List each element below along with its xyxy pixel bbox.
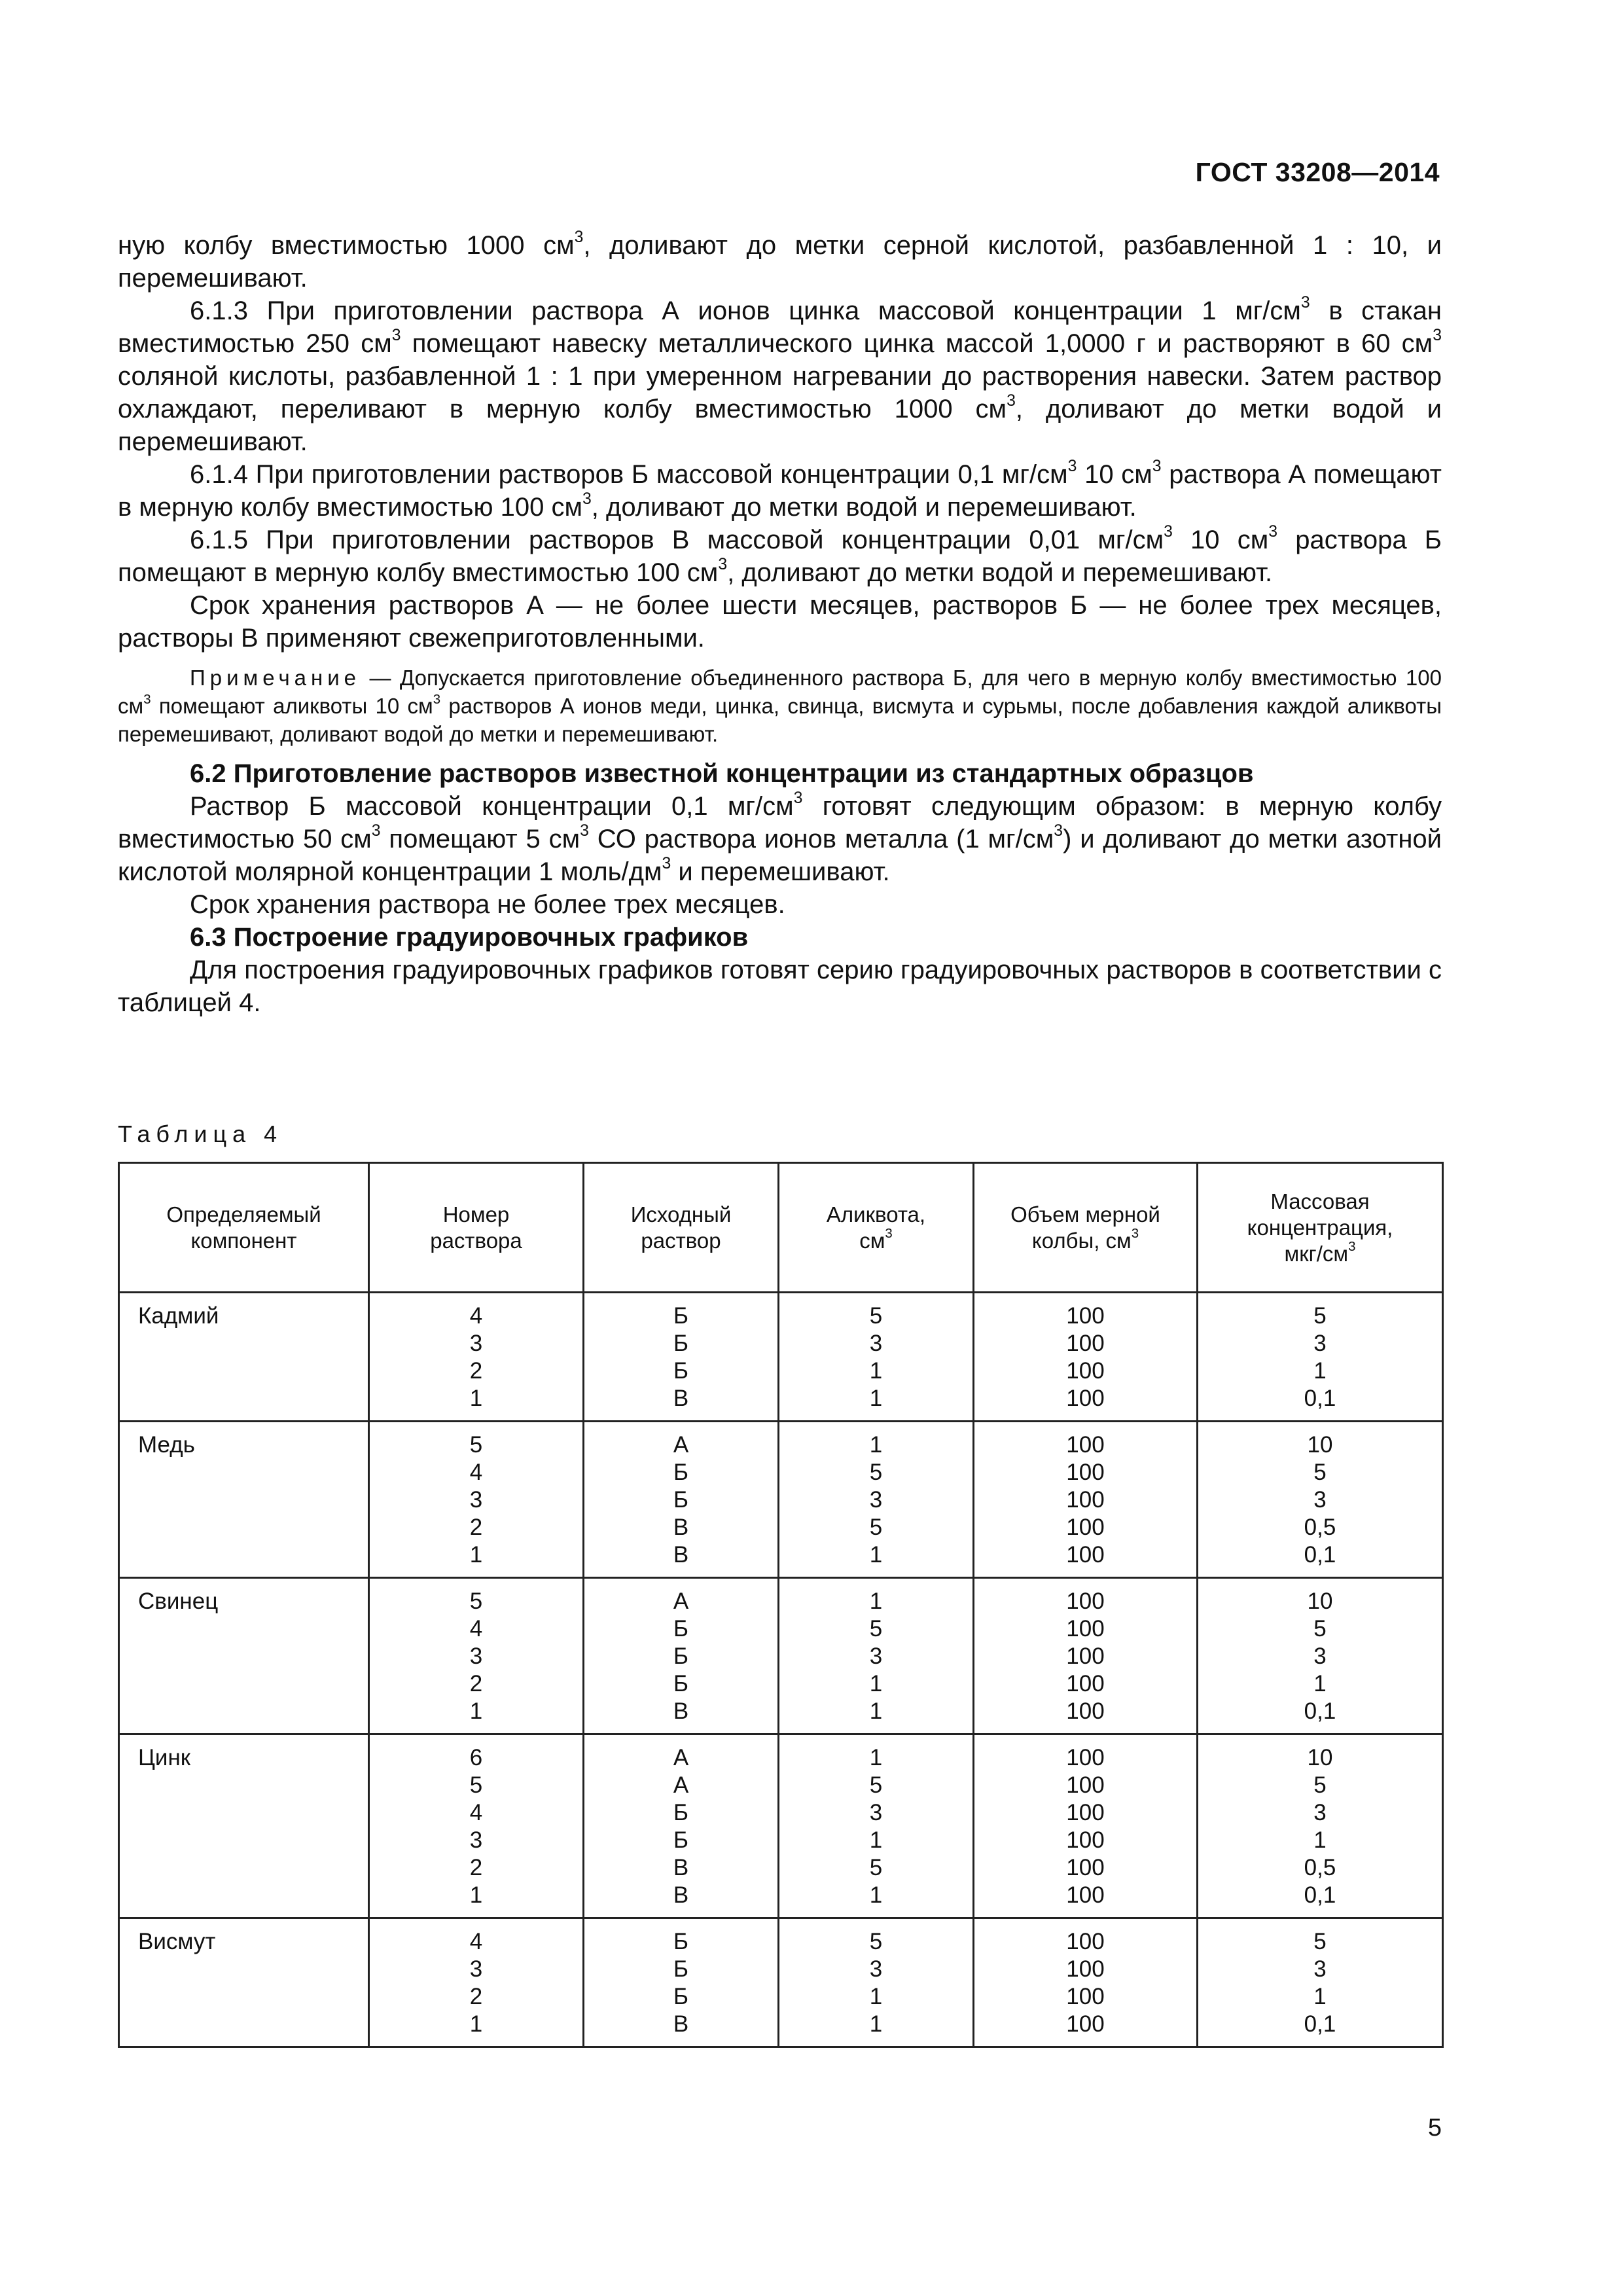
cell-aliquot	[779, 1734, 974, 1918]
cell-value: 1	[869, 1698, 883, 1724]
cell-value: 3	[869, 1487, 883, 1513]
cell-value: Б	[673, 1984, 688, 2009]
cell-value: 100	[1066, 1984, 1105, 2009]
cell-value: 100	[1066, 1460, 1105, 1485]
cell-value: 1	[869, 1358, 883, 1384]
cell-value: 4	[469, 1616, 483, 1641]
cell-value: 3	[469, 1956, 483, 1982]
cell-solution-number	[369, 1578, 584, 1734]
cell-value: 1	[469, 1882, 483, 1908]
cell-value: Б	[673, 1929, 688, 1954]
cell-component: Висмут	[119, 1918, 369, 2047]
cell-value: 1	[469, 1542, 483, 1568]
cell-value: 6	[469, 1745, 483, 1770]
cell-value: В	[673, 2011, 689, 2037]
cell-mass-concentration	[1198, 1578, 1443, 1734]
cell-value: 3	[469, 1643, 483, 1669]
cell-value: Б	[673, 1827, 688, 1853]
cell-value: Б	[673, 1487, 688, 1513]
cell-value: 1	[869, 1882, 883, 1908]
cell-source-solution	[584, 1293, 779, 1422]
cell-value: 3	[469, 1827, 483, 1853]
cell-flask-volume	[974, 1578, 1198, 1734]
note-label: Примечание	[190, 666, 361, 690]
cell-value: 5	[1313, 1929, 1327, 1954]
cell-value: В	[673, 1882, 689, 1908]
cell-value: 3	[1313, 1643, 1327, 1669]
cell-source-solution	[584, 1918, 779, 2047]
cell-value: 2	[469, 1984, 483, 2009]
cell-value: 2	[469, 1855, 483, 1880]
cell-component: Цинк	[119, 1734, 369, 1918]
document-id-header: ГОСТ 33208—2014	[1195, 157, 1440, 187]
cell-value: 3	[1313, 1800, 1327, 1825]
cell-solution-number	[369, 1422, 584, 1578]
cell-value: 100	[1066, 2011, 1105, 2037]
cell-value: 100	[1066, 1800, 1105, 1825]
cell-value: 100	[1066, 1827, 1105, 1853]
cell-aliquot	[779, 1422, 974, 1578]
table-row	[119, 1422, 1443, 1578]
cell-value: 5	[469, 1588, 483, 1614]
cell-solution-number	[369, 1734, 584, 1918]
cell-value: 3	[869, 1800, 883, 1825]
cell-value: 100	[1066, 1616, 1105, 1641]
cell-value: 1	[869, 1671, 883, 1696]
cell-value: 1	[869, 1588, 883, 1614]
cell-source-solution	[584, 1734, 779, 1918]
cell-value: В	[673, 1698, 689, 1724]
cell-value: 1	[869, 1432, 883, 1458]
cell-mass-concentration	[1198, 1918, 1443, 2047]
paragraph-6-1-5: 6.1.5 При приготовлении растворов В массовой концентрации 0,01 $мг/см^3$ 10 $см^3$ раствора Б помещают в мерную колбу вместимостью 100 $см^3$, доливают до метки водой и перемешивают.	[118, 522, 1442, 587]
paragraph-continuation: ную колбу вместимостью 1000 $см^3$, доливают до метки серной кислотой, разбавленной 1 : 10, и перемешивают.	[118, 228, 1442, 293]
cell-component: Кадмий	[119, 1293, 369, 1422]
cell-value: 100	[1066, 1643, 1105, 1669]
cell-value: 0,1	[1304, 1542, 1336, 1568]
paragraph-6-3: Для построения градуировочных графиков готовят серию градуировочных растворов в соответствии с таблицей 4.	[118, 956, 1442, 1017]
table-4	[118, 1162, 1444, 2048]
cell-value: 100	[1066, 1331, 1105, 1356]
cell-value: 5	[1313, 1460, 1327, 1485]
cell-value: 100	[1066, 1698, 1105, 1724]
table-row	[119, 1918, 1443, 2047]
cell-value: 3	[469, 1331, 483, 1356]
cell-value: В	[673, 1515, 689, 1540]
header-source-solution: Исходный раствор	[584, 1163, 779, 1293]
cell-value: 1	[869, 1984, 883, 2009]
cell-value: Б	[673, 1460, 688, 1485]
cell-value: 3	[469, 1487, 483, 1513]
cell-value: В	[673, 1386, 689, 1411]
cell-value: 5	[1313, 1616, 1327, 1641]
cell-value: Б	[673, 1358, 688, 1384]
cell-value: Б	[673, 1303, 688, 1329]
paragraph-6-1-3: 6.1.3 При приготовлении раствора А ионов цинка массовой концентрации 1 $мг/см^3$ в стакан вместимостью 250 $см^3$ помещают навеску металлического цинка массой 1,0000 г и растворяют в 60 $см^3$ соляной кислоты, разбавленной 1 : 1 при умеренном нагревании до растворения навески. Затем раствор охлаждают, переливают в мерную колбу вместимостью 1000 $см^3$, доливают до метки водой и перемешивают.	[118, 293, 1442, 456]
cell-value: 1	[469, 1386, 483, 1411]
table-row	[119, 1734, 1443, 1918]
table-row	[119, 1293, 1443, 1422]
cell-value: 5	[869, 1855, 883, 1880]
cell-flask-volume	[974, 1293, 1198, 1422]
cell-value: Б	[673, 1671, 688, 1696]
cell-value: 5	[869, 1929, 883, 1954]
header-aliquot: Аликвота, $см^3$	[779, 1163, 974, 1293]
cell-value: А	[673, 1432, 689, 1458]
cell-value: 4	[469, 1800, 483, 1825]
cell-source-solution	[584, 1422, 779, 1578]
header-flask-volume: Объем мерной колбы, $см^3$	[974, 1163, 1198, 1293]
cell-value: 5	[1313, 1303, 1327, 1329]
cell-value: 1	[869, 1827, 883, 1853]
cell-value: 5	[869, 1515, 883, 1540]
cell-value: 3	[1313, 1487, 1327, 1513]
cell-value: 5	[869, 1616, 883, 1641]
cell-flask-volume	[974, 1918, 1198, 2047]
cell-value: 1	[869, 2011, 883, 2037]
paragraph-6-1-4: 6.1.4 При приготовлении растворов Б массовой концентрации 0,1 $мг/см^3$ 10 $см^3$ раствора А помещают в мерную колбу вместимостью 100 $см^3$, доливают до метки водой и перемешивают.	[118, 457, 1442, 522]
cell-aliquot	[779, 1293, 974, 1422]
table-body	[119, 1293, 1443, 2047]
cell-value: 100	[1066, 1487, 1105, 1513]
header-solution-number: Номер раствора	[369, 1163, 584, 1293]
cell-aliquot	[779, 1578, 974, 1734]
header-component: Определяемый компонент	[119, 1163, 369, 1293]
cell-value: 1	[1313, 1984, 1327, 2009]
cell-value: 2	[469, 1358, 483, 1384]
cell-value: 1	[469, 2011, 483, 2037]
cell-source-solution	[584, 1578, 779, 1734]
cell-value: 100	[1066, 1542, 1105, 1568]
cell-value: 4	[469, 1303, 483, 1329]
cell-value: 100	[1066, 1303, 1105, 1329]
note-paragraph: Примечание — Допускается приготовление объединенного раствора Б, для чего в мерную колбу вместимостью 100 $см^3$ помещают аликвоты 10 $см^3$ растворов А ионов меди, цинка, свинца, висмута и сурьмы, после добавления каждой аликвоты перемешивают, доливают водой до метки и перемешивают.	[118, 666, 1442, 746]
cell-value: 1	[869, 1386, 883, 1411]
header-mass-concentration: Массовая концентрация, мкг/$см^3$	[1198, 1163, 1443, 1293]
cell-solution-number	[369, 1918, 584, 2047]
cell-value: 5	[1313, 1772, 1327, 1798]
cell-value: 3	[1313, 1331, 1327, 1356]
cell-value: 5	[469, 1772, 483, 1798]
cell-value: 5	[869, 1460, 883, 1485]
table-row	[119, 1578, 1443, 1734]
cell-value: 0,5	[1304, 1515, 1336, 1540]
cell-value: 1	[869, 1542, 883, 1568]
cell-component: Свинец	[119, 1578, 369, 1734]
cell-value: 0,5	[1304, 1855, 1336, 1880]
cell-value: 1	[1313, 1827, 1327, 1853]
paragraph-storage: Срок хранения растворов А — не более шести месяцев, растворов Б — не более трех месяцев, растворы В применяют свежеприготовленными.	[118, 591, 1442, 653]
cell-value: 10	[1307, 1588, 1333, 1614]
cell-value: 3	[869, 1956, 883, 1982]
cell-value: 5	[869, 1303, 883, 1329]
cell-value: 100	[1066, 1386, 1105, 1411]
cell-value: 5	[869, 1772, 883, 1798]
cell-value: 4	[469, 1460, 483, 1485]
cell-value: 3	[1313, 1956, 1327, 1982]
cell-value: Б	[673, 1643, 688, 1669]
cell-value: 1	[1313, 1358, 1327, 1384]
cell-value: А	[673, 1745, 689, 1770]
cell-value: 1	[1313, 1671, 1327, 1696]
cell-value: 100	[1066, 1432, 1105, 1458]
cell-value: 100	[1066, 1588, 1105, 1614]
cell-mass-concentration	[1198, 1734, 1443, 1918]
cell-value: 0,1	[1304, 1698, 1336, 1724]
cell-value: 0,1	[1304, 2011, 1336, 2037]
cell-value: Б	[673, 1800, 688, 1825]
paragraph-6-2: Раствор Б массовой концентрации 0,1 $мг/см^3$ готовят следующим образом: в мерную колбу вместимостью 50 $см^3$ помещают 5 $см^3$ СО раствора ионов металла (1 $мг/см^3$) и доливают до метки азотной кислотой молярной концентрации 1 моль/$дм^3$ и перемешивают.	[118, 789, 1442, 886]
page-number: 5	[1427, 2114, 1442, 2142]
cell-value: 3	[869, 1331, 883, 1356]
cell-mass-concentration	[1198, 1293, 1443, 1422]
cell-value: Б	[673, 1616, 688, 1641]
cell-value: 10	[1307, 1745, 1333, 1770]
cell-value: 5	[469, 1432, 483, 1458]
cell-value: 100	[1066, 1929, 1105, 1954]
cell-value: А	[673, 1772, 689, 1798]
paragraph-6-2-storage: Срок хранения раствора не более трех месяцев.	[190, 890, 785, 919]
cell-value: 2	[469, 1515, 483, 1540]
cell-value: 100	[1066, 1882, 1105, 1908]
table-header-row	[119, 1163, 1443, 1293]
cell-flask-volume	[974, 1422, 1198, 1578]
cell-flask-volume	[974, 1734, 1198, 1918]
cell-aliquot	[779, 1918, 974, 2047]
cell-solution-number	[369, 1293, 584, 1422]
cell-value: 1	[869, 1745, 883, 1770]
cell-value: 100	[1066, 1358, 1105, 1384]
body-text	[118, 229, 1442, 1019]
cell-component: Медь	[119, 1422, 369, 1578]
cell-value: 100	[1066, 1745, 1105, 1770]
cell-value: 4	[469, 1929, 483, 1954]
table-caption: Таблица 4	[118, 1121, 283, 1147]
cell-value: 3	[869, 1643, 883, 1669]
cell-value: 1	[469, 1698, 483, 1724]
cell-value: 100	[1066, 1855, 1105, 1880]
cell-value: В	[673, 1855, 689, 1880]
cell-value: 10	[1307, 1432, 1333, 1458]
cell-value: А	[673, 1588, 689, 1614]
cell-value: 0,1	[1304, 1386, 1336, 1411]
cell-value: 100	[1066, 1956, 1105, 1982]
cell-value: 2	[469, 1671, 483, 1696]
section-heading-6-3: 6.3 Построение градуировочных графиков	[190, 923, 749, 952]
cell-mass-concentration	[1198, 1422, 1443, 1578]
cell-value: 0,1	[1304, 1882, 1336, 1908]
cell-value: 100	[1066, 1671, 1105, 1696]
cell-value: Б	[673, 1956, 688, 1982]
cell-value: Б	[673, 1331, 688, 1356]
section-heading-6-2: 6.2 Приготовление растворов известной концентрации из стандартных образцов	[190, 759, 1254, 788]
cell-value: В	[673, 1542, 689, 1568]
cell-value: 100	[1066, 1515, 1105, 1540]
cell-value: 100	[1066, 1772, 1105, 1798]
